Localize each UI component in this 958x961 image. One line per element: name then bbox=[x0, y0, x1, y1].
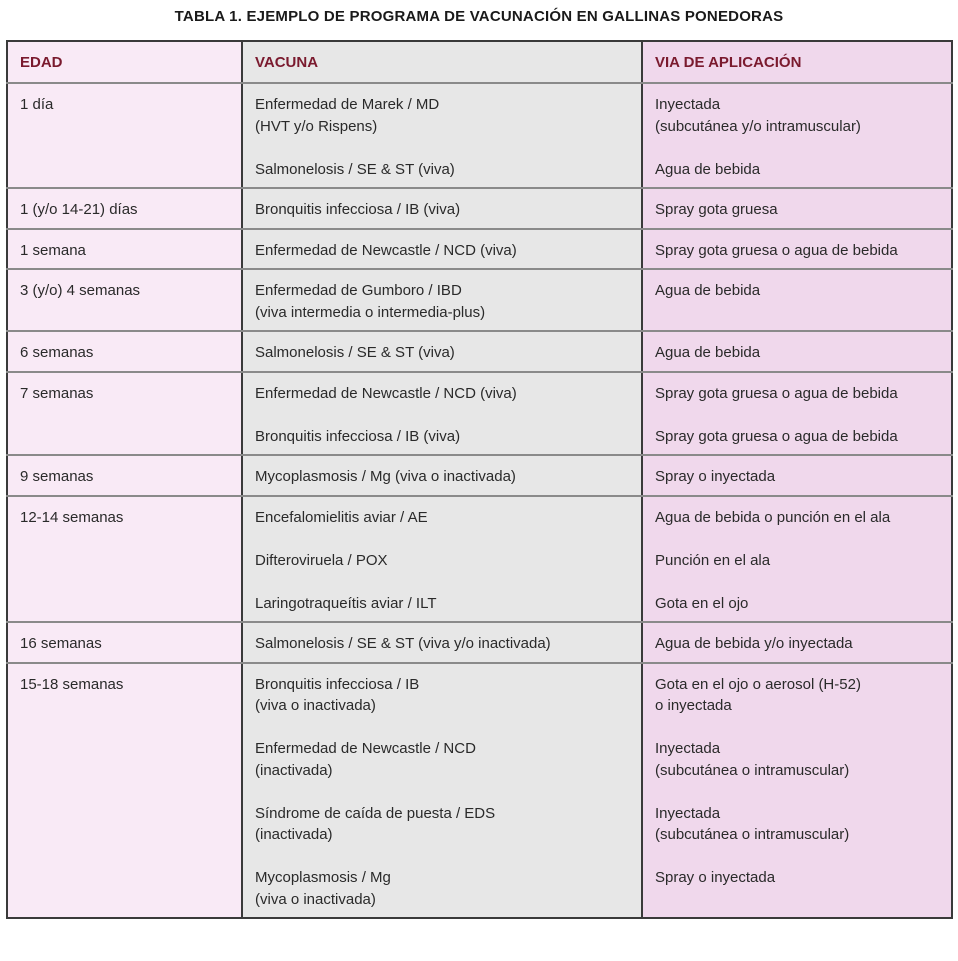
cell-vacuna-line: (viva intermedia o intermedia-plus) bbox=[255, 303, 486, 321]
cell-via-line: Spray gota gruesa o agua de bebida bbox=[655, 427, 898, 445]
cell-vacuna bbox=[242, 663, 642, 919]
cell-via bbox=[642, 269, 952, 331]
cell-via bbox=[642, 83, 952, 188]
cell-via bbox=[642, 663, 952, 919]
table-row bbox=[7, 622, 952, 663]
cell-edad: 12-14 semanas bbox=[7, 496, 242, 623]
cell-vacuna-line: (viva o inactivada) bbox=[255, 890, 376, 908]
table-row bbox=[7, 83, 952, 188]
table-row bbox=[7, 372, 952, 456]
cell-vacuna bbox=[242, 269, 642, 331]
cell-via-line: Agua de bebida bbox=[655, 160, 761, 178]
cell-via bbox=[642, 372, 952, 456]
cell-edad: 1 (y/o 14-21) días bbox=[7, 188, 242, 229]
cell-vacuna-line: Enfermedad de Newcastle / NCD (viva) bbox=[255, 384, 517, 402]
cell-vacuna bbox=[242, 496, 642, 623]
cell-edad: 1 día bbox=[7, 83, 242, 188]
cell-edad: 3 (y/o) 4 semanas bbox=[7, 269, 242, 331]
table-title: TABLA 1. EJEMPLO DE PROGRAMA DE VACUNACIÓN EN GALLINAS PONEDORAS bbox=[174, 8, 784, 25]
cell-vacuna-entry bbox=[255, 674, 629, 717]
cell-vacuna-entry bbox=[255, 383, 629, 405]
cell-vacuna bbox=[242, 372, 642, 456]
cell-via-line: o inyectada bbox=[655, 697, 732, 714]
cell-via-entry bbox=[655, 342, 939, 364]
cell-via bbox=[642, 229, 952, 270]
cell-vacuna-line: Bronquitis infecciosa / IB bbox=[255, 675, 420, 693]
cell-via-line: Gota en el ojo bbox=[655, 594, 749, 612]
cell-via-entry bbox=[655, 159, 939, 181]
header-edad: EDAD bbox=[7, 41, 242, 83]
cell-vacuna-line: Bronquitis infecciosa / IB (viva) bbox=[255, 427, 461, 445]
cell-via-line: Agua de bebida bbox=[655, 344, 761, 361]
cell-via-line: Spray gota gruesa o agua de bebida bbox=[655, 241, 898, 259]
cell-vacuna-line: Mycoplasmosis / Mg (viva o inactivada) bbox=[255, 468, 516, 485]
vaccination-table bbox=[6, 40, 953, 919]
cell-via-entry bbox=[655, 466, 939, 488]
cell-vacuna bbox=[242, 229, 642, 270]
cell-vacuna-entry bbox=[255, 593, 629, 615]
cell-vacuna-entry bbox=[255, 867, 629, 910]
cell-via-line: (subcutánea o intramuscular) bbox=[655, 761, 850, 779]
cell-via bbox=[642, 622, 952, 663]
cell-vacuna-line: Difteroviruela / POX bbox=[255, 551, 388, 569]
cell-vacuna-line: Bronquitis infecciosa / IB (viva) bbox=[255, 201, 461, 218]
cell-vacuna-line: Enfermedad de Marek / MD bbox=[255, 96, 440, 113]
header-row bbox=[7, 41, 952, 83]
cell-edad: 9 semanas bbox=[7, 455, 242, 496]
cell-via-entry bbox=[655, 803, 939, 846]
cell-edad: 1 semana bbox=[7, 229, 242, 270]
cell-vacuna-line: Enfermedad de Newcastle / NCD (viva) bbox=[255, 241, 517, 259]
cell-via-entry bbox=[655, 426, 939, 448]
cell-via bbox=[642, 188, 952, 229]
cell-via-entry bbox=[655, 738, 939, 781]
cell-via-line: Spray gota gruesa o agua de bebida bbox=[655, 384, 898, 402]
cell-vacuna bbox=[242, 331, 642, 372]
cell-via-line: Agua de bebida y/o inyectada bbox=[655, 635, 853, 652]
cell-via-line: (subcutánea o intramuscular) bbox=[655, 826, 850, 843]
table-row bbox=[7, 229, 952, 270]
cell-vacuna-entry bbox=[255, 280, 629, 323]
cell-vacuna-line: (inactivada) bbox=[255, 761, 333, 779]
cell-edad: 15-18 semanas bbox=[7, 663, 242, 919]
cell-vacuna-line: Salmonelosis / SE & ST (viva) bbox=[255, 344, 455, 361]
cell-via-entry bbox=[655, 280, 939, 302]
cell-via-entry bbox=[655, 674, 939, 717]
cell-via-line: Agua de bebida o punción en el ala bbox=[655, 508, 891, 526]
cell-via-line: Punción en el ala bbox=[655, 551, 771, 569]
cell-vacuna-entry bbox=[255, 738, 629, 781]
cell-via-line: Gota en el ojo o aerosol (H-52) bbox=[655, 675, 861, 693]
cell-via-entry bbox=[655, 633, 939, 655]
table-row bbox=[7, 663, 952, 919]
table-body bbox=[7, 83, 952, 918]
cell-via-entry bbox=[655, 199, 939, 221]
cell-via-entry bbox=[655, 507, 939, 529]
cell-vacuna-line: Síndrome de caída de puesta / EDS bbox=[255, 804, 496, 822]
cell-via-line: Agua de bebida bbox=[655, 282, 761, 299]
cell-vacuna-line: Enfermedad de Newcastle / NCD bbox=[255, 740, 476, 757]
cell-vacuna-entry bbox=[255, 199, 629, 221]
cell-via-line: Inyectada bbox=[655, 96, 721, 113]
cell-vacuna-line: Salmonelosis / SE & ST (viva y/o inactivada) bbox=[255, 635, 551, 652]
cell-vacuna-line: Mycoplasmosis / Mg bbox=[255, 869, 391, 886]
cell-via-entry bbox=[655, 94, 939, 137]
cell-vacuna-line: Laringotraqueítis aviar / ILT bbox=[255, 594, 437, 612]
cell-vacuna-entry bbox=[255, 159, 629, 181]
cell-vacuna-line: Salmonelosis / SE & ST (viva) bbox=[255, 160, 455, 178]
cell-edad: 6 semanas bbox=[7, 331, 242, 372]
cell-vacuna-entry bbox=[255, 426, 629, 448]
cell-vacuna-line: (HVT y/o Rispens) bbox=[255, 117, 378, 135]
cell-via-line: Spray o inyectada bbox=[655, 468, 776, 485]
cell-vacuna-entry bbox=[255, 633, 629, 655]
cell-via-line: (subcutánea y/o intramuscular) bbox=[655, 117, 861, 135]
cell-via-entry bbox=[655, 593, 939, 615]
cell-vacuna-entry bbox=[255, 240, 629, 262]
cell-via bbox=[642, 455, 952, 496]
cell-vacuna bbox=[242, 83, 642, 188]
cell-via bbox=[642, 331, 952, 372]
header-via: VIA DE APLICACIÓN bbox=[642, 41, 952, 83]
cell-vacuna bbox=[242, 455, 642, 496]
table-row bbox=[7, 188, 952, 229]
cell-via-entry bbox=[655, 550, 939, 572]
table-row bbox=[7, 269, 952, 331]
cell-vacuna-line: Encefalomielitis aviar / AE bbox=[255, 508, 428, 526]
cell-vacuna-entry bbox=[255, 94, 629, 137]
cell-via-entry bbox=[655, 383, 939, 405]
cell-vacuna-line: (viva o inactivada) bbox=[255, 697, 376, 714]
cell-via bbox=[642, 496, 952, 623]
cell-via-line: Inyectada bbox=[655, 740, 721, 757]
cell-edad: 7 semanas bbox=[7, 372, 242, 456]
cell-vacuna-entry bbox=[255, 803, 629, 846]
cell-vacuna bbox=[242, 188, 642, 229]
cell-vacuna bbox=[242, 622, 642, 663]
cell-via-line: Spray gota gruesa bbox=[655, 201, 778, 218]
cell-edad: 16 semanas bbox=[7, 622, 242, 663]
cell-vacuna-entry bbox=[255, 507, 629, 529]
cell-vacuna-line: (inactivada) bbox=[255, 826, 333, 843]
cell-vacuna-line: Enfermedad de Gumboro / IBD bbox=[255, 282, 462, 299]
cell-via-entry bbox=[655, 867, 939, 889]
cell-via-line: Inyectada bbox=[655, 804, 721, 822]
header-vacuna: VACUNA bbox=[242, 41, 642, 83]
table-row bbox=[7, 455, 952, 496]
table-row bbox=[7, 331, 952, 372]
cell-via-line: Spray o inyectada bbox=[655, 869, 776, 886]
cell-via-entry bbox=[655, 240, 939, 262]
cell-vacuna-entry bbox=[255, 550, 629, 572]
table-row bbox=[7, 496, 952, 623]
cell-vacuna-entry bbox=[255, 466, 629, 488]
cell-vacuna-entry bbox=[255, 342, 629, 364]
